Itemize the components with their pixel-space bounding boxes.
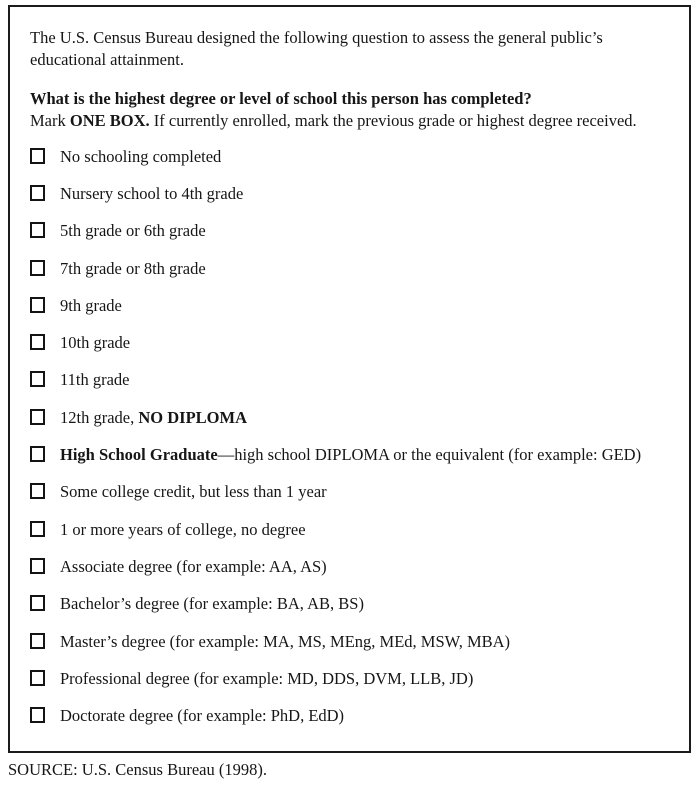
option-row-9th [30, 287, 673, 324]
option-checkbox[interactable] [30, 334, 45, 350]
source-line: SOURCE: U.S. Census Bureau (1998). [8, 760, 267, 779]
option-row-professional [30, 660, 673, 697]
option-checkbox[interactable] [30, 409, 45, 425]
option-label: 10th grade [60, 333, 131, 353]
option-label: 12th grade, NO DIPLOMA [60, 407, 247, 427]
option-row-5th-6th [30, 213, 673, 250]
option-label: 9th grade [60, 295, 122, 315]
option-checkbox[interactable] [30, 521, 45, 537]
option-label: 7th grade or 8th grade [60, 258, 206, 278]
option-label: Doctorate degree (for example: PhD, EdD) [60, 706, 345, 726]
option-checkbox[interactable] [30, 558, 45, 574]
option-checkbox[interactable] [30, 633, 45, 649]
option-row-10th [30, 324, 673, 361]
option-checkbox[interactable] [30, 222, 45, 238]
instruction-bold: ONE BOX. [69, 111, 150, 130]
option-checkbox[interactable] [30, 483, 45, 499]
question-title: What is the highest degree or level of school this person has completed? [30, 89, 532, 108]
option-label: 1 or more years of college, no degree [60, 519, 306, 539]
option-row-doctorate [30, 697, 673, 734]
option-row-high-school-graduate [30, 436, 673, 473]
option-row-7th-8th [30, 250, 673, 287]
instruction-pre: Mark [30, 111, 70, 130]
option-checkbox[interactable] [30, 670, 45, 686]
option-checkbox[interactable] [30, 297, 45, 313]
options-list [30, 138, 673, 735]
option-label: Professional degree (for example: MD, DDS, DVM, LLB, JD) [60, 668, 474, 688]
option-label: Bachelor’s degree (for example: BA, AB, BS) [60, 594, 364, 614]
option-label: Nursery school to 4th grade [60, 183, 244, 203]
option-row-bachelors [30, 586, 673, 623]
option-row-one-or-more-years [30, 511, 673, 548]
question-form-box [8, 5, 691, 753]
option-checkbox[interactable] [30, 371, 45, 387]
option-row-12th-no-diploma [30, 399, 673, 436]
option-row-11th [30, 362, 673, 399]
option-label: No schooling completed [60, 146, 222, 166]
question-block [30, 88, 673, 132]
option-label: Some college credit, but less than 1 year [60, 482, 327, 502]
option-checkbox[interactable] [30, 185, 45, 201]
option-checkbox[interactable] [30, 260, 45, 276]
option-checkbox[interactable] [30, 446, 45, 462]
option-label: Master’s degree (for example: MA, MS, MEng, MEd, MSW, MBA) [60, 631, 511, 651]
option-row-some-college [30, 474, 673, 511]
option-label: 5th grade or 6th grade [60, 221, 206, 241]
intro-text: The U.S. Census Bureau designed the following question to assess the general public’s educational attainment. [30, 28, 603, 69]
option-row-no-schooling [30, 138, 673, 175]
option-row-associate [30, 548, 673, 585]
instruction-post: If currently enrolled, mark the previous grade or highest degree received. [149, 111, 637, 130]
option-row-masters [30, 623, 673, 660]
option-label: Associate degree (for example: AA, AS) [60, 556, 327, 576]
option-checkbox[interactable] [30, 148, 45, 164]
instruction-line [30, 110, 673, 132]
option-checkbox[interactable] [30, 707, 45, 723]
option-label: 11th grade [60, 370, 130, 390]
option-label: High School Graduate—high school DIPLOMA or the equivalent (for example: GED) [60, 445, 642, 465]
option-row-nursery-to-4th [30, 175, 673, 212]
option-checkbox[interactable] [30, 595, 45, 611]
